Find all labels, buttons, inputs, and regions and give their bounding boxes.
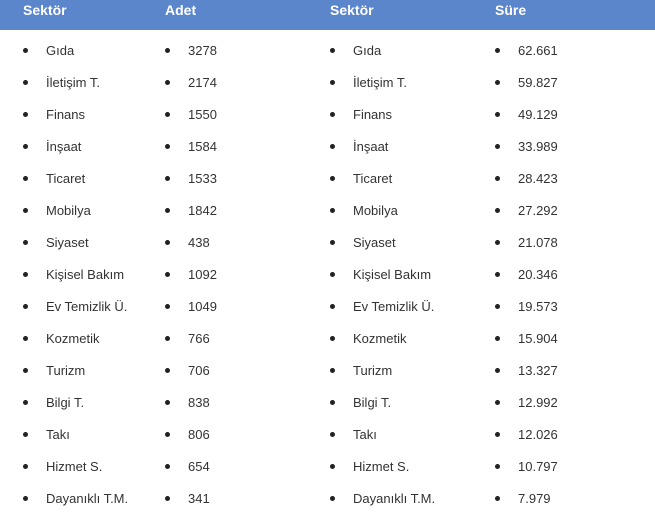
table-cell	[0, 66, 165, 98]
bullet-icon	[495, 112, 500, 117]
table-cell	[165, 98, 330, 130]
count-value: 438	[188, 234, 210, 250]
bullet-icon	[23, 112, 28, 117]
sector-name: Finans	[353, 106, 393, 122]
table-cell	[165, 386, 330, 418]
bullet-icon	[165, 240, 170, 245]
sector-name: Finans	[46, 106, 86, 122]
table-cell	[330, 130, 495, 162]
count-value: 1533	[188, 170, 217, 186]
header-sektor-b: Sektör	[330, 0, 495, 30]
bullet-icon	[330, 432, 335, 437]
table-row	[0, 130, 655, 162]
table-cell	[0, 30, 165, 66]
bullet-icon	[495, 336, 500, 341]
bullet-icon	[23, 400, 28, 405]
header-sektor-a: Sektör	[0, 0, 165, 30]
table-cell	[495, 226, 655, 258]
table-cell	[495, 66, 655, 98]
bullet-icon	[495, 272, 500, 277]
bullet-icon	[330, 144, 335, 149]
bullet-icon	[495, 240, 500, 245]
bullet-icon	[23, 48, 28, 53]
table-cell	[330, 450, 495, 482]
table-cell	[330, 386, 495, 418]
bullet-icon	[330, 208, 335, 213]
count-value: 1584	[188, 138, 217, 154]
table-body	[0, 30, 655, 514]
table-row	[0, 418, 655, 450]
duration-value: 33.989	[518, 138, 558, 154]
table-cell	[0, 386, 165, 418]
bullet-icon	[330, 80, 335, 85]
bullet-icon	[165, 304, 170, 309]
bullet-icon	[330, 176, 335, 181]
sector-name: Takı	[46, 426, 70, 442]
bullet-icon	[165, 80, 170, 85]
sector-name: Bilgi T.	[46, 394, 85, 410]
count-value: 766	[188, 330, 210, 346]
sector-name: Ticaret	[353, 170, 393, 186]
table-row	[0, 162, 655, 194]
bullet-icon	[495, 304, 500, 309]
sector-name: Turizm	[353, 362, 393, 378]
count-value: 3278	[188, 42, 217, 58]
bullet-icon	[165, 432, 170, 437]
bullet-icon	[165, 336, 170, 341]
bullet-icon	[330, 112, 335, 117]
table-cell	[495, 482, 655, 514]
bullet-icon	[495, 368, 500, 373]
sector-name: Hizmet S.	[46, 458, 103, 474]
table-cell	[165, 450, 330, 482]
duration-value: 20.346	[518, 266, 558, 282]
count-value: 806	[188, 426, 210, 442]
table-cell	[165, 30, 330, 66]
table-cell	[0, 226, 165, 258]
table-cell	[165, 130, 330, 162]
sector-name: Ticaret	[46, 170, 86, 186]
table-row	[0, 226, 655, 258]
bullet-icon	[165, 400, 170, 405]
table-cell	[495, 450, 655, 482]
duration-value: 49.129	[518, 106, 558, 122]
bullet-icon	[330, 272, 335, 277]
sector-name: Bilgi T.	[353, 394, 392, 410]
bullet-icon	[23, 208, 28, 213]
duration-value: 62.661	[518, 42, 558, 58]
sector-name: Dayanıklı T.M.	[353, 490, 436, 506]
table-cell	[165, 418, 330, 450]
table-row	[0, 66, 655, 98]
header-adet: Adet	[165, 0, 330, 30]
sector-name: Dayanıklı T.M.	[46, 490, 129, 506]
table-cell	[165, 258, 330, 290]
table-cell	[165, 162, 330, 194]
bullet-icon	[330, 464, 335, 469]
count-value: 1842	[188, 202, 217, 218]
bullet-icon	[23, 144, 28, 149]
sector-name: Takı	[353, 426, 377, 442]
bullet-icon	[165, 272, 170, 277]
bullet-icon	[23, 80, 28, 85]
bullet-icon	[23, 336, 28, 341]
table-cell	[330, 194, 495, 226]
duration-value: 12.026	[518, 426, 558, 442]
sector-name: Kozmetik	[46, 330, 100, 346]
bullet-icon	[23, 496, 28, 501]
table-cell	[495, 130, 655, 162]
table-cell	[495, 418, 655, 450]
table-cell	[495, 322, 655, 354]
table-row	[0, 482, 655, 514]
table-cell	[330, 162, 495, 194]
bullet-icon	[495, 144, 500, 149]
table-cell	[165, 66, 330, 98]
count-value: 1550	[188, 106, 217, 122]
table-row	[0, 98, 655, 130]
sector-name: Ev Temizlik Ü.	[46, 298, 128, 314]
table-cell	[330, 290, 495, 322]
table-cell	[495, 386, 655, 418]
bullet-icon	[23, 368, 28, 373]
sector-name: Mobilya	[46, 202, 91, 218]
table-cell	[495, 290, 655, 322]
sector-name: Turizm	[46, 362, 86, 378]
table-cell	[330, 66, 495, 98]
duration-value: 15.904	[518, 330, 558, 346]
sector-name: İnşaat	[46, 138, 82, 154]
header-row	[0, 0, 655, 30]
duration-value: 21.078	[518, 234, 558, 250]
table-cell	[495, 258, 655, 290]
sector-name: Kişisel Bakım	[353, 266, 432, 282]
table-cell	[0, 130, 165, 162]
table-cell	[330, 418, 495, 450]
bullet-icon	[165, 496, 170, 501]
table-row	[0, 322, 655, 354]
table-cell	[165, 194, 330, 226]
sector-name: Siyaset	[46, 234, 89, 250]
bullet-icon	[495, 400, 500, 405]
table-cell	[495, 162, 655, 194]
bullet-icon	[330, 336, 335, 341]
sector-name: Kişisel Bakım	[46, 266, 125, 282]
table-cell	[0, 258, 165, 290]
bullet-icon	[495, 464, 500, 469]
count-value: 1049	[188, 298, 217, 314]
table-cell	[330, 354, 495, 386]
table-cell	[165, 290, 330, 322]
duration-value: 10.797	[518, 458, 558, 474]
bullet-icon	[23, 272, 28, 277]
count-value: 654	[188, 458, 210, 474]
table-cell	[0, 418, 165, 450]
table-cell	[495, 98, 655, 130]
count-value: 1092	[188, 266, 217, 282]
sector-name: Kozmetik	[353, 330, 407, 346]
sector-name: Ev Temizlik Ü.	[353, 298, 435, 314]
sector-name: Mobilya	[353, 202, 398, 218]
bullet-icon	[23, 176, 28, 181]
sector-name: Hizmet S.	[353, 458, 410, 474]
count-value: 838	[188, 394, 210, 410]
bullet-icon	[165, 112, 170, 117]
duration-value: 59.827	[518, 74, 558, 90]
table-row	[0, 258, 655, 290]
bullet-icon	[495, 208, 500, 213]
table-cell	[0, 482, 165, 514]
table-cell	[165, 322, 330, 354]
table-cell	[330, 98, 495, 130]
table-cell	[330, 482, 495, 514]
table-row	[0, 30, 655, 66]
table-cell	[165, 354, 330, 386]
bullet-icon	[330, 400, 335, 405]
sector-name: Siyaset	[353, 234, 396, 250]
duration-value: 19.573	[518, 298, 558, 314]
table-row	[0, 290, 655, 322]
table-row	[0, 450, 655, 482]
bullet-icon	[23, 464, 28, 469]
bullet-icon	[330, 304, 335, 309]
bullet-icon	[23, 304, 28, 309]
bullet-icon	[165, 464, 170, 469]
table-cell	[330, 322, 495, 354]
table-cell	[495, 194, 655, 226]
table-cell	[0, 322, 165, 354]
bullet-icon	[23, 240, 28, 245]
table-cell	[0, 290, 165, 322]
sector-name: Gıda	[353, 42, 382, 58]
table-cell	[495, 30, 655, 66]
bullet-icon	[330, 48, 335, 53]
table-cell	[0, 194, 165, 226]
count-value: 341	[188, 490, 210, 506]
count-value: 2174	[188, 74, 217, 90]
table-cell	[0, 98, 165, 130]
header-sure: Süre	[495, 0, 655, 30]
bullet-icon	[495, 176, 500, 181]
bullet-icon	[330, 240, 335, 245]
bullet-icon	[495, 80, 500, 85]
sector-name: Gıda	[46, 42, 75, 58]
duration-value: 7.979	[518, 490, 551, 506]
table-row	[0, 354, 655, 386]
table-row	[0, 194, 655, 226]
table-cell	[165, 482, 330, 514]
sector-name: İletişim T.	[353, 74, 407, 90]
bullet-icon	[23, 432, 28, 437]
duration-value: 28.423	[518, 170, 558, 186]
bullet-icon	[495, 48, 500, 53]
bullet-icon	[165, 144, 170, 149]
table-cell	[0, 354, 165, 386]
duration-value: 27.292	[518, 202, 558, 218]
table-row	[0, 386, 655, 418]
table-cell	[495, 354, 655, 386]
table-cell	[0, 450, 165, 482]
bullet-icon	[165, 48, 170, 53]
bullet-icon	[330, 496, 335, 501]
table-cell	[0, 162, 165, 194]
count-value: 706	[188, 362, 210, 378]
duration-value: 13.327	[518, 362, 558, 378]
bullet-icon	[165, 176, 170, 181]
duration-value: 12.992	[518, 394, 558, 410]
table-cell	[330, 258, 495, 290]
bullet-icon	[495, 496, 500, 501]
bullet-icon	[165, 368, 170, 373]
table-cell	[330, 226, 495, 258]
table-cell	[165, 226, 330, 258]
bullet-icon	[330, 368, 335, 373]
sector-name: İletişim T.	[46, 74, 100, 90]
table-cell	[330, 30, 495, 66]
bullet-icon	[495, 432, 500, 437]
bullet-icon	[165, 208, 170, 213]
sector-name: İnşaat	[353, 138, 389, 154]
